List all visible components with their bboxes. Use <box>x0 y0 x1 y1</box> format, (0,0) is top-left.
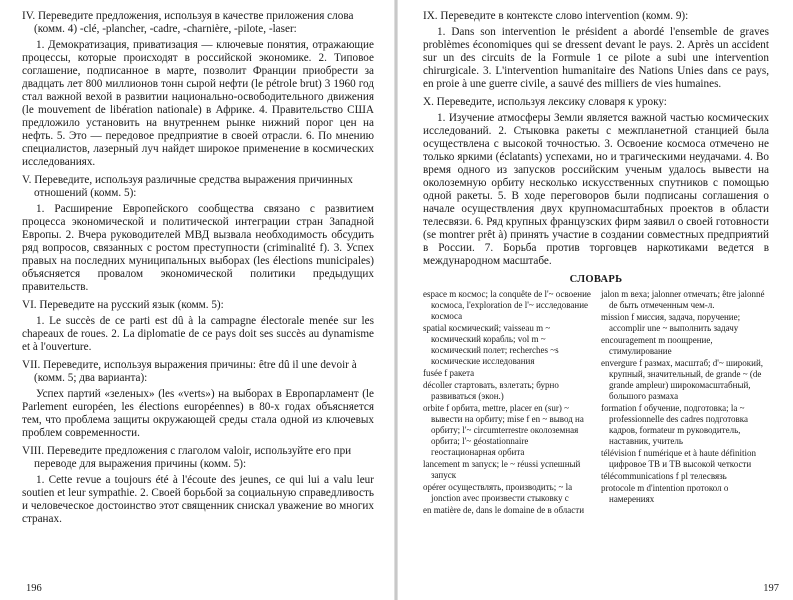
exercise-5-body: 1. Расширение Европейского сообщества связано с развитием процесса экономической и политической интеграции стран Западной Европы. 2. Вчера руководителей МВД вызвала необходимость обсудить ряд вопросов, связанных с ростом преступности (criminalité f). 3. Успех правых на последних муниципальных выборах (les élections municipales) объясняется провалом экономической политики предыдущих правительств. <box>22 203 374 293</box>
left-page <box>0 0 396 600</box>
exercise-7-body: Успех партий «зеленых» (les «verts») на выборах в Европарламент (le Parlement européen, les élections européennes) в 80-х годах объясняется тем, что проблема защиты окружающей среды стала одной из ключевых проблем современности. <box>22 388 374 439</box>
right-page <box>397 0 793 600</box>
dictionary-entry: opérer осуществлять, производить; ~ la jonction avec произвести стыковку с <box>423 482 573 503</box>
dictionary-entry: formation f обучение, подготовка; la ~ professionnelle des cadres подготовка кадров, formateur m руководитель, наставник, учитель <box>601 403 748 446</box>
dictionary-entry: orbite f орбита, mettre, placer en (sur) ~ вывести на орбиту; mise f en ~ вывод на орбиту; l'~ circumterrestre околоземная орбита; l'~ géostationnaire геостационарная орбита <box>423 403 584 457</box>
dictionary-entry: spatial космический; vaisseau m ~ космический корабль; vol m ~ космический полет; recherches ~s космические исследования <box>423 323 559 366</box>
exercise-8-heading: VIII. Переведите предложения с глаголом valoir, используйте его при переводе для выражения причины (комм. 5): <box>22 445 352 470</box>
right-column <box>423 10 769 539</box>
exercise-7-heading: VII. Переведите, используя выражения причины: être dû il une devoir à (комм. 5; два варианта): <box>22 359 357 384</box>
dictionary-entry: télécommunications f pl телесвязь <box>601 471 727 481</box>
dictionary-column-right <box>601 289 769 506</box>
dictionary-entry: envergure f размах, масштаб; d'~ широкий, крупный, значительный, de grande ~ (de grande ampleur) широкомасштабный, большого размаха <box>601 358 764 401</box>
exercise-10-heading: X. Переведите, используя лексику словаря к уроку: <box>423 96 667 108</box>
dictionary-entry: mission f миссия, задача, поручение; accomplir une ~ выполнить задачу <box>601 312 741 333</box>
page-number-left: 196 <box>26 583 42 594</box>
dictionary-title: СЛОВАРЬ <box>569 274 623 285</box>
dictionary-entry: protocole m d'intention протокол о намерениях <box>601 483 729 504</box>
exercise-5-heading: V. Переведите, используя различные средства выражения причинных отношений (комм. 5): <box>22 174 353 199</box>
dictionary-entry: lancement m запуск; le ~ réussi успешный запуск <box>423 459 581 480</box>
exercise-8-body: 1. Cette revue a toujours été à l'écoute des jeunes, ce qui lui a valu leur soutien et leur sympathie. 2. Своей борьбой за социальную справедливость и человеческое достоинство этот священник снискал уважение во многих странах. <box>22 474 374 525</box>
dictionary-entry: espace m космос; la conquête de l'~ освоение космоса, l'exploration de l'~ исследование космоса <box>423 289 591 321</box>
exercise-4-body: 1. Демократизация, приватизация — ключевые понятия, отражающие процессы, которые происходят в российской экономике. 2. Типовое соглашение, подписанное в марте, позволит Франции приобрести за двадцать лет 800 миллионов тонн сырой нефти (le pétrole brut) 3 1960 год стал важной вехой в развитии национально-освободительного движения (le mouvement de libération nationale) в Африке. 4. Правительство США предложило установить на внутреннем рынке нижний порог цен на нефть. 5. Это — передовое предприятие в своей отрасли. 6. По мнению специалистов, лазерный луч найдет широкое применение в космических исследованиях. <box>22 39 374 168</box>
left-column <box>22 10 374 531</box>
dictionary-entry: fusée f ракета <box>423 368 475 378</box>
exercise-9-heading: IX. Переведите в контексте слово intervention (комм. 9): <box>423 10 689 22</box>
exercise-9-body: 1. Dans son intervention le président a abordé l'ensemble de graves problèmes économiques qui se dressent devant le pays. 2. Après un accident sur un des circuits de la Formule 1 ce pilote a subi une intervention chirurgicale. 3. L'intervention humanitaire des Nations Unies dans ce pays, en proie à une guerre civile, a sauvé des milliers de vies humaines. <box>423 26 769 90</box>
dictionary <box>423 289 769 539</box>
exercise-6-body: 1. Le succès de ce parti est dû à la campagne électorale menée sur les chapeaux de roues. 2. La diplomatie de ce pays doit ses succès au dynamisme et à l'ouverture. <box>22 315 374 353</box>
exercise-10-body: 1. Изучение атмосферы Земли является важной частью космических исследований. 2. Стыковка ракеты с межпланетной станцией была осуществлена с высокой точностью. 3. Освоение космоса отмечено не только яркими (éclatants) успехами, но и трагическими неудачами. 4. Во время одного из запусков российским ученым удалось вывести на околоземную орбиту несколько искусственных спутников с помощью одной ракеты. 5. В ходе переговоров были подписаны соглашения о начале осуществления двух крупномасштабных проектов в области телесвязи. 6. Ряд крупных французских фирм заявил о своей готовности (se montrer prêt à) принять участие в создании совместных предприятий в России. 7. Борьба против торговцев наркотиками ведется в международном масштабе. <box>423 112 769 267</box>
exercise-6-heading: VI. Переведите на русский язык (комм. 5): <box>22 299 224 311</box>
dictionary-entry: télévision f numérique et à haute définition цифровое ТВ и ТВ высокой четкости <box>601 448 756 469</box>
dictionary-entry: décoller стартовать, взлетать; бурно развиваться (экон.) <box>423 380 559 401</box>
exercise-4-heading: IV. Переведите предложения, используя в качестве приложения слова (комм. 4) -clé, -plancher, -cadre, -charnière, -pilote, -laser: <box>22 10 354 35</box>
page-number-right: 197 <box>763 583 779 594</box>
dictionary-entry: encouragement m поощрение, стимулирование <box>601 335 713 356</box>
dictionary-entry: jalon m веха; jalonner отмечать; être jalonné de быть отмеченным чем-л. <box>601 289 765 310</box>
dictionary-entry: en matière de, dans le domaine de в области <box>423 505 585 515</box>
dictionary-column-left <box>423 289 591 517</box>
